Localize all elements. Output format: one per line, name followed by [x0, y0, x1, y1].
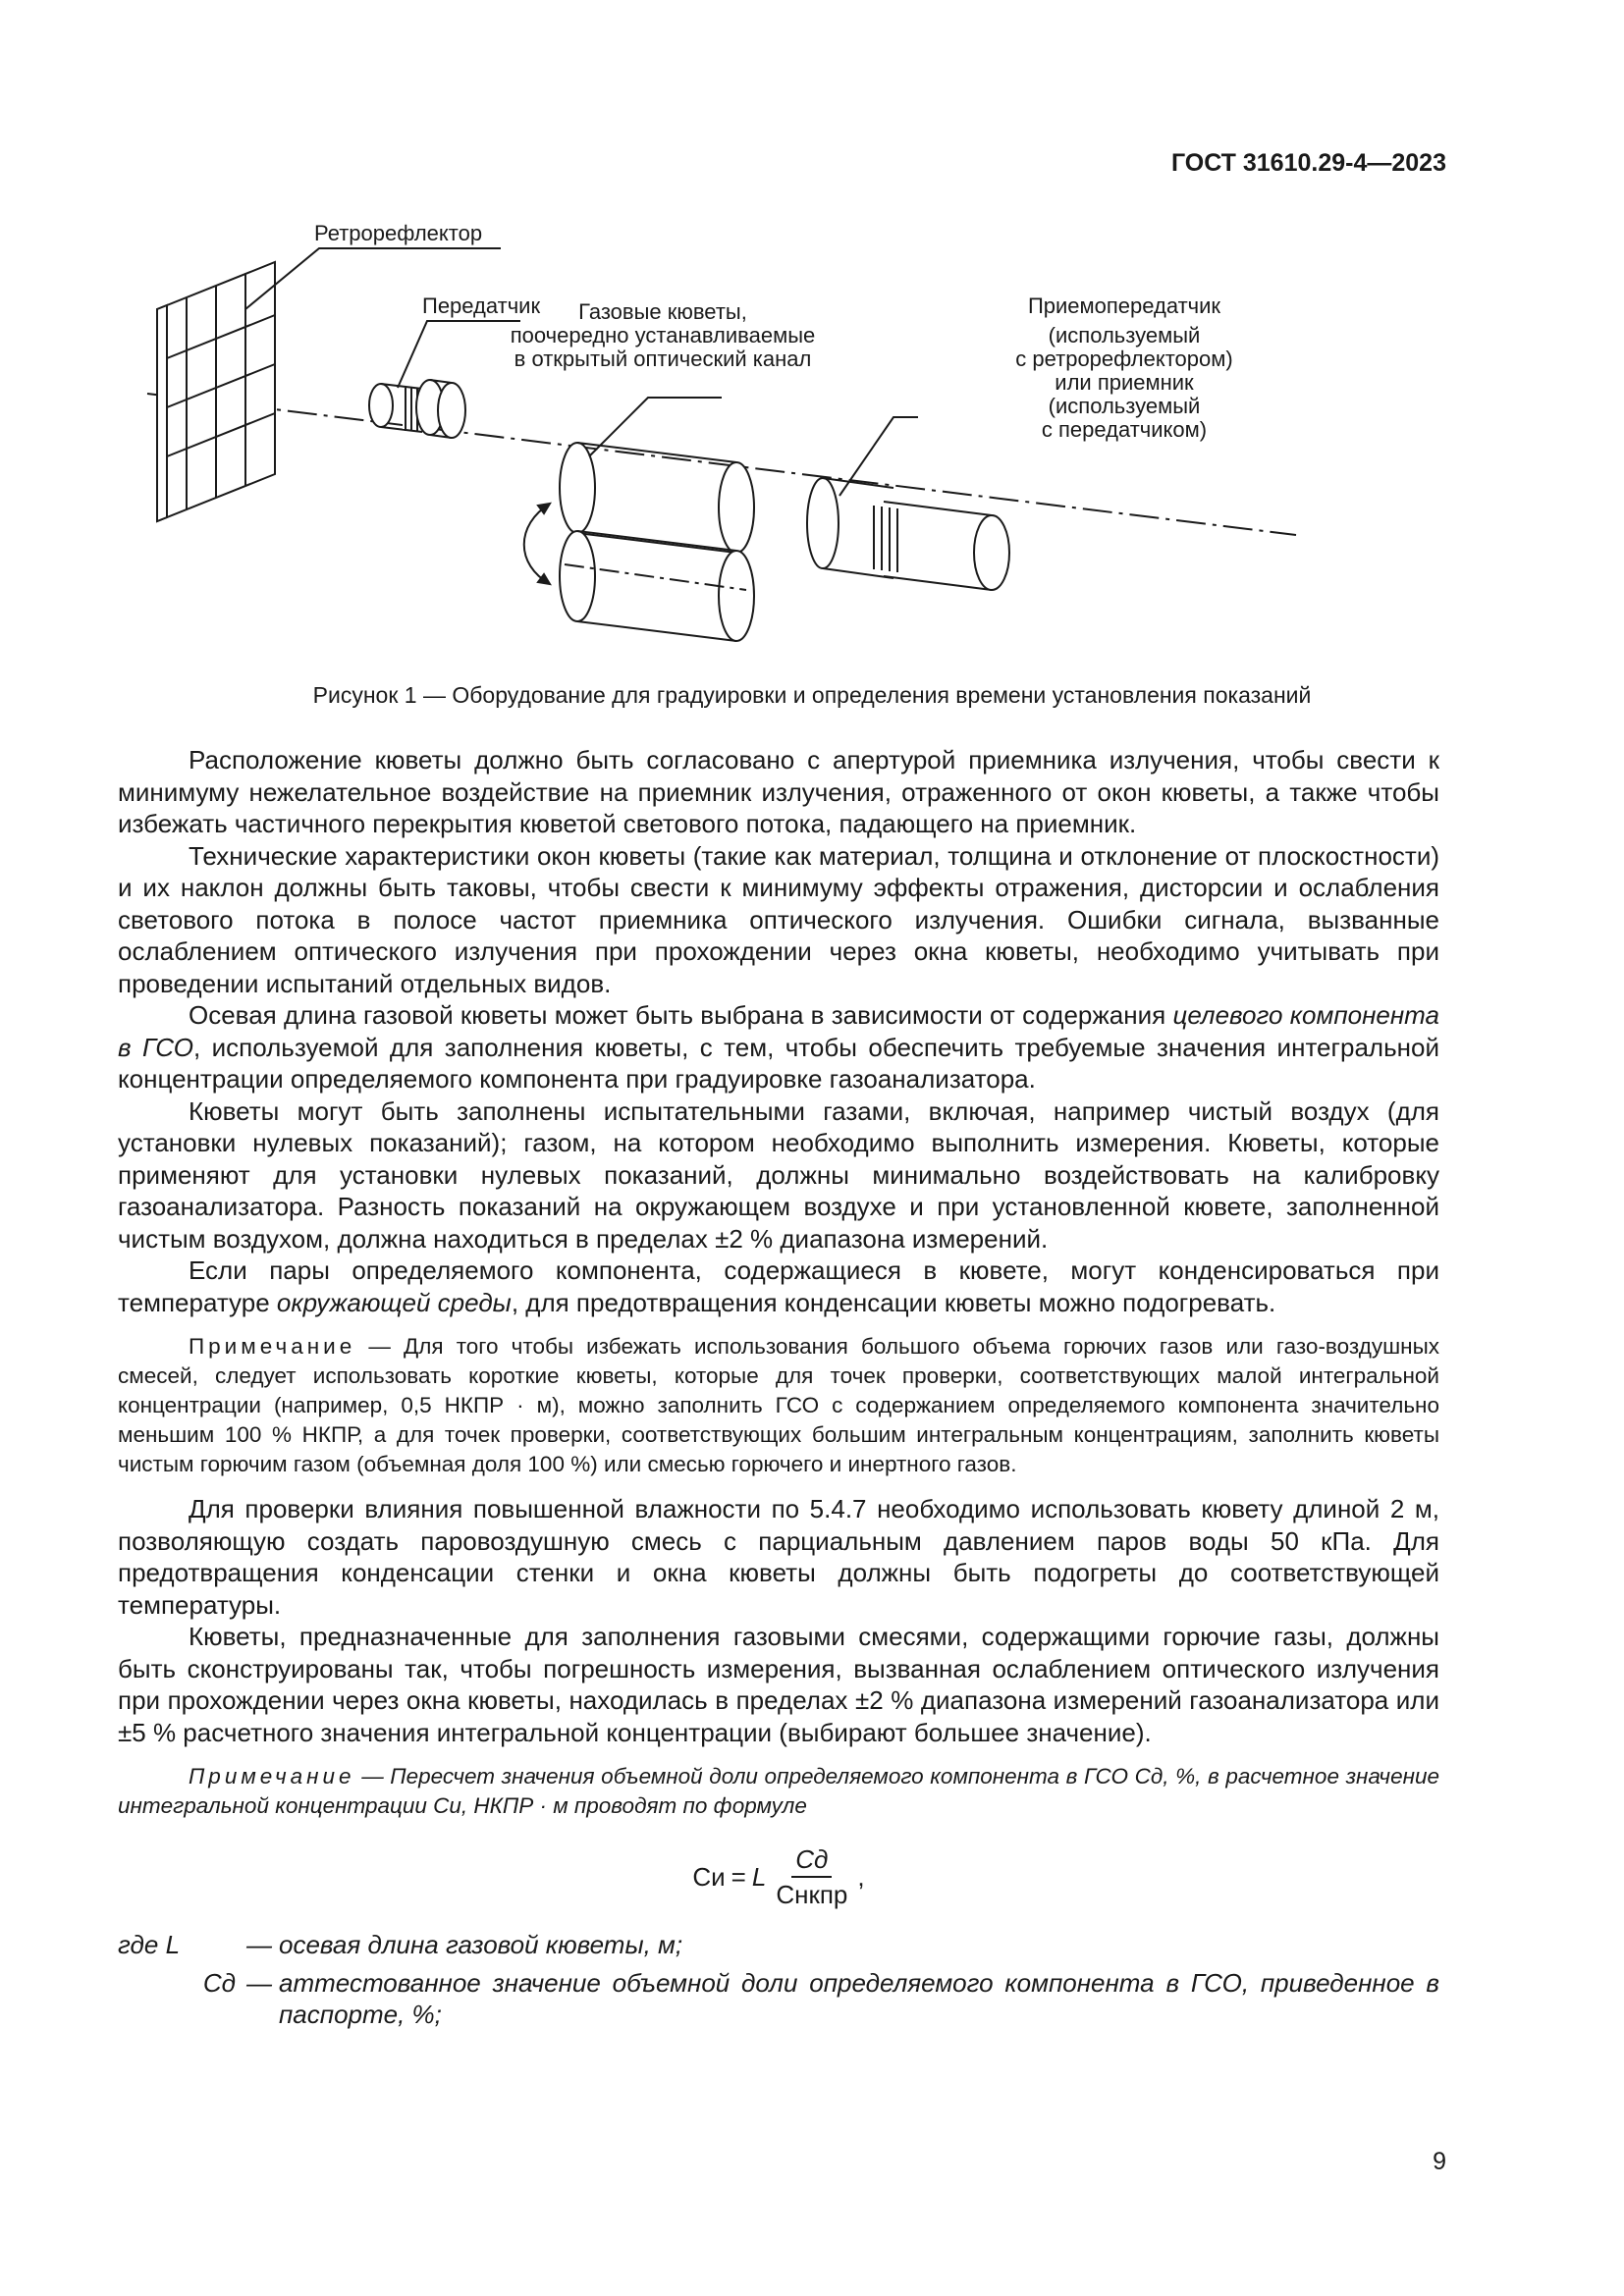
label-transceiver-2: (используемый	[1048, 323, 1201, 347]
paragraph-5-text-a: Если пары определяемого компонента, содержащиеся в кювете, могут конденсироваться при температуре	[118, 1255, 1439, 1317]
paragraph-3-text-b: , используемой для заполнения кюветы, с тем, чтобы обеспечить требуемые значения интегральной концентрации определяемого компонента при градуировке газоанализатора.	[118, 1032, 1439, 1094]
note-1-label: Примечание	[189, 1334, 356, 1359]
exchange-arrow	[524, 504, 550, 584]
formula-equals: =	[731, 1861, 746, 1892]
legend-row	[118, 1929, 1439, 1961]
paragraph-3	[118, 999, 1439, 1095]
document-body	[118, 744, 1439, 2037]
note-2-label: Примечание	[189, 1764, 355, 1789]
label-gas-cells-1: Газовые кюветы,	[578, 299, 747, 324]
paragraph-1: Расположение кюветы должно быть согласовано с апертурой приемника излучения, чтобы свести к минимуму нежелательное воздействие на приемник излучения, отраженного от окон кюветы, а также чтобы избежать частичного перекрытия кюветой светового потока, падающего на приемник.	[118, 745, 1439, 838]
legend-dash: —	[246, 1967, 272, 1998]
paragraph-3-italic: целевого компонента в ГСО	[118, 1000, 1440, 1062]
transceiver-device	[807, 478, 1009, 590]
label-transceiver-4: или приемник	[1055, 370, 1194, 395]
note-2	[118, 1762, 1439, 1821]
paragraph-5	[118, 1255, 1439, 1318]
note-1	[118, 1332, 1439, 1479]
label-gas-cells-2: поочередно устанавливаемые	[510, 323, 816, 347]
paragraph-2: Технические характеристики окон кюветы (такие как материал, толщина и отклонение от плоскостности) и их наклон должны быть таковы, чтобы свести к минимуму эффекты отражения, дисторсии и ослабления светового потока в полосе частот приемника оптического излучения. Ошибки сигнала, вызванные ослаблением оптического излучения при прохождении через окна кюветы, необходимо учитывать при проведении испытаний отдельных видов.	[118, 840, 1439, 998]
formula-numerator: Сд	[791, 1842, 832, 1878]
note-2-text: — Пересчет значения объемной доли определяемого компонента в ГСО Сд, %, в расчетное значение интегральной концентрации Си, НКПР · м проводят по формуле	[118, 1764, 1439, 1818]
gas-cell-lower	[560, 531, 754, 641]
legend-definition: аттестованное значение объемной доли определяемого компонента в ГСО, приведенное в паспорте, %;	[279, 1967, 1439, 2029]
formula-denominator: Снкпр	[776, 1880, 848, 1909]
formula-tail: ,	[857, 1861, 865, 1892]
paragraph-7: Кюветы, предназначенные для заполнения газовыми смесями, содержащими горючие газы, должны быть сконструированы так, чтобы погрешность измерения, вызванная ослаблением оптического излучения при прохождении через окна кюветы, находилась в пределах ±2 % диапазона измерений газоанализатора или ±5 % расчетного значения интегральной концентрации (выбирают большее значение).	[118, 1622, 1439, 1747]
legend-dash: —	[246, 1930, 272, 1959]
label-transceiver-6: с передатчиком)	[1041, 417, 1208, 442]
figure-1	[118, 211, 1424, 672]
legend-row	[118, 1967, 1439, 2031]
paragraph-5-text-b: , для предотвращения конденсации кюветы можно подогревать.	[511, 1287, 1276, 1317]
gas-cell-upper	[560, 443, 754, 553]
paragraph-5-italic: окружающей среды	[276, 1287, 512, 1317]
formula-legend	[118, 1929, 1439, 2031]
label-gas-cells-3: в открытый оптический канал	[514, 347, 812, 371]
paragraph-6: Для проверки влияния повышенной влажности по 5.4.7 необходимо использовать кювету длиной 2 м, позволяющую создать паровоздушную смесь с парциальным давлением паров воды 50 кПа. Для предотвращения конденсации стенки и окна кюветы должны быть подогреты до соответствующей температуры.	[118, 1494, 1439, 1620]
legend-symbol: Сд	[202, 1967, 236, 1998]
page-number: 9	[1433, 2148, 1446, 2175]
paragraph-3-text-a: Осевая длина газовой кюветы может быть выбрана в зависимости от содержания	[189, 1000, 1173, 1030]
formula-lhs: Си	[692, 1861, 726, 1892]
paragraph-4: Кюветы могут быть заполнены испытательными газами, включая, например чистый воздух (для установки нулевых показаний); газом, на котором необходимо выполнить измерения. Кюветы, которые применяют для установки нулевых показаний, должны минимально воздействовать на калибровку газоанализатора. Разность показаний на окружающем воздухе и при установленной кювете, заполненной чистым воздухом, должна находиться в пределах ±2 % диапазона измерений.	[118, 1095, 1439, 1254]
label-transmitter: Передатчик	[422, 294, 541, 318]
legend-definition: осевая длина газовой кюветы, м;	[279, 1930, 683, 1959]
equipment-diagram	[118, 211, 1424, 672]
note-1-text: — Для того чтобы избежать использования большого объема горючих газов или газо-воздушных смесей, следует использовать короткие кюветы, которые для точек проверки, соответствующих малой интегральной концентрации (например, 0,5 НКПР · м), можно заполнить ГСО с содержанием определяемого компонента значительно меньшим 100 % НКПР, а для точек проверки, соответствующих большим интегральным концентрациям, заполнить кюветы чистым горючим газом (объемная доля 100 %) или смесью горючего и инертного газов.	[118, 1334, 1439, 1476]
label-transceiver-3: с ретрорефлектором)	[1015, 347, 1233, 371]
document-id: ГОСТ 31610.29-4—2023	[1170, 149, 1446, 177]
label-transceiver-5: (используемый	[1048, 394, 1201, 418]
label-retroreflector: Ретрорефлектор	[314, 221, 483, 245]
transmitter-device	[369, 380, 465, 438]
figure-caption: Рисунок 1 — Оборудование для градуировки и определения времени установления показаний	[312, 682, 1312, 708]
formula-fraction	[772, 1842, 851, 1911]
legend-symbol: где L	[118, 1930, 181, 1959]
conversion-formula	[118, 1842, 1439, 1911]
label-transceiver-1: Приемопередатчик	[1027, 294, 1221, 318]
formula-factor: L	[751, 1861, 767, 1892]
